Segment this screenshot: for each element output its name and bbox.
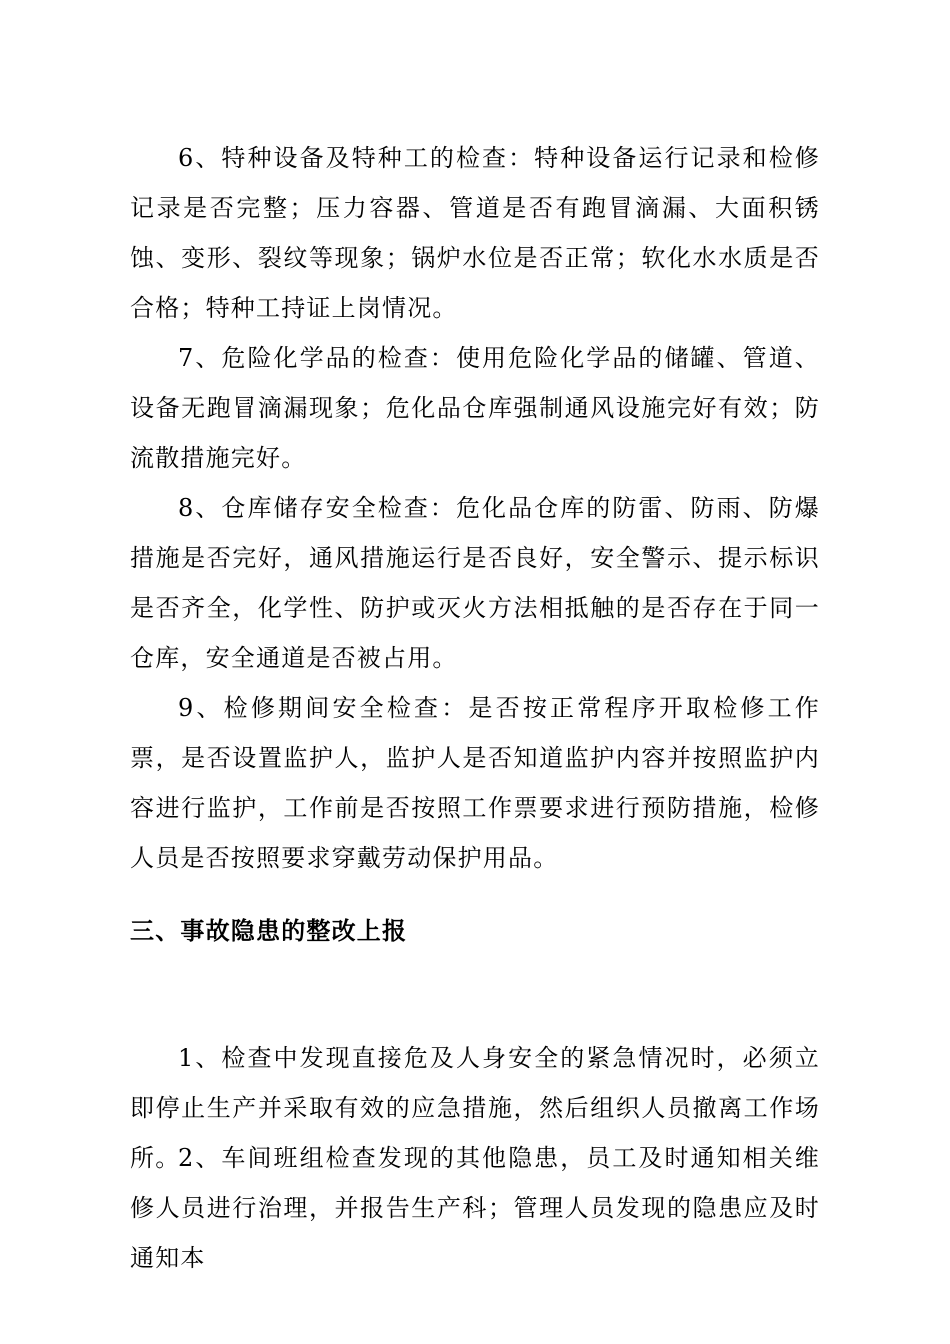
paragraph-special-equipment-inspection: 6、特种设备及特种工的检查：特种设备运行记录和检修记录是否完整；压力容器、管道是否有跑冒滴漏、大面积锈蚀、变形、裂纹等现象；锅炉水位是否正常；软化水水质是否合格；特种工持证上岗情况。: [130, 144, 820, 322]
paragraph-warehouse-storage-inspection: 8、仓库储存安全检查：危化品仓库的防雷、防雨、防爆措施是否完好，通风措施运行是否良好，安全警示、提示标识是否齐全，化学性、防护或灭火方法相抵触的是否存在于同一仓库，安全通道是否被占用。: [130, 494, 820, 672]
section-heading: 三、事故隐患的整改上报: [130, 916, 408, 945]
paragraph-other-hazards-reporting: 2、车间班组检查发现的其他隐患，员工及时通知相关维修人员进行治理，并报告生产科；管理人员发现的隐患应及时通知本: [130, 1144, 820, 1272]
paragraph-maintenance-period-inspection: 9、检修期间安全检查：是否按正常程序开取检修工作票，是否设置监护人，监护人是否知道监护内容并按照监护内容进行监护，工作前是否按照工作票要求进行预防措施，检修人员是否按照要求穿戴劳动保护用品。: [130, 694, 820, 872]
paragraph-emergency-handling: 1、检查中发现直接危及人身安全的紧急情况时，必须立即停止生产并采取有效的应急措施，然后组织人员撤离工作场所。: [130, 1044, 820, 1172]
paragraph-hazardous-chemicals-inspection: 7、危险化学品的检查：使用危险化学品的储罐、管道、设备无跑冒滴漏现象；危化品仓库强制通风设施完好有效；防流散措施完好。: [130, 344, 820, 472]
